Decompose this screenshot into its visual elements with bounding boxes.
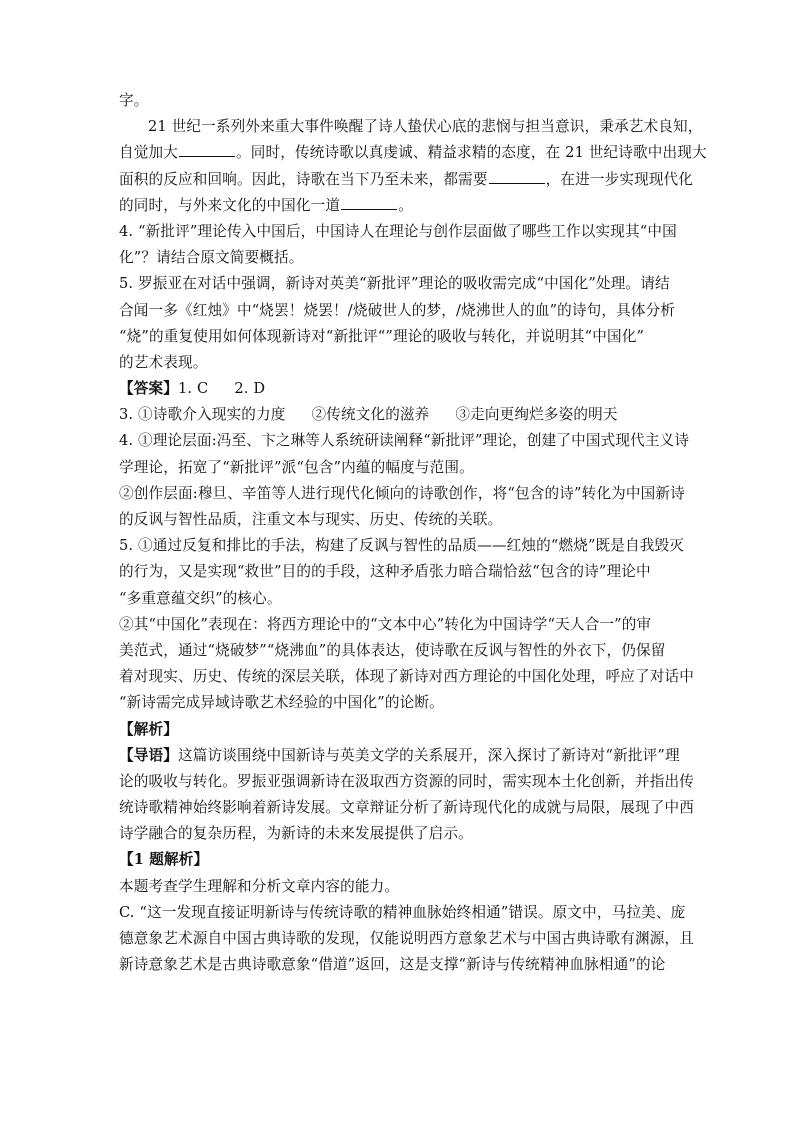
- text-line: 学理论，拓宽了“新批评”派“包含”内蕴的幅度与范围。: [119, 458, 474, 476]
- fill-in-blank: [341, 195, 397, 210]
- text-segment: 面积的反应和回响。因此，诗歌在当下乃至未来，都需要: [119, 170, 488, 188]
- text-line: 的反讽与智性品质，注重文本与现实、历史、传统的关联。: [119, 511, 503, 528]
- text-line: 新诗意象艺术是古典诗歌意象“借道”返回，这是支撑“新诗与传统精神血脉相通”的论: [119, 956, 666, 974]
- answer-2: 2. D: [234, 380, 266, 398]
- text-segment: 的同时，与外来文化的中国化一道: [119, 196, 341, 214]
- text-line: 5. 罗振亚在对话中强调，新诗对英美“新批评”理论的吸收需完成“中国化”处理。请结: [119, 275, 670, 293]
- text-line: 4. “新批评”理论传入中国后，中国诗人在理论与创作层面做了哪些工作以实现其“中国: [119, 222, 677, 240]
- text-line: [119, 140, 707, 166]
- text-line: ②其“中国化”表现在：将西方理论中的“文本中心”转化为中国诗学“天人合一”的审: [119, 615, 652, 633]
- text-line: 化”？请结合原文简要概括。: [119, 249, 304, 267]
- text-line: [119, 167, 694, 193]
- text-line: 论的吸收与转化。罗振亚强调新诗在汲取西方资源的同时，需实现本土化创新，并指出传: [119, 772, 695, 790]
- text-segment: 。同时，传统诗歌以真虔诚、精益求精的态度，在 21 世纪诗歌中出现大: [235, 144, 707, 162]
- text-line: 合闻一多《红烛》中“烧罢！烧罢！/烧破世人的梦，/烧沸世人的血”的诗句，具体分析: [119, 301, 676, 319]
- text-line: 诗学融合的复杂历程，为新诗的未来发展提供了启示。: [119, 825, 473, 843]
- answer-number: 3.: [119, 406, 139, 424]
- answer-point: ③走向更绚烂多姿的明天: [455, 406, 618, 424]
- fill-in-blank: [179, 142, 235, 157]
- text-line: 的行为，又是实现“救世”目的的手段，这种矛盾张力暗合瑞恰兹“包含的诗”理论中: [119, 563, 651, 581]
- text-segment: 自觉加大: [119, 144, 178, 162]
- section-heading: 【1 题解析】: [119, 851, 209, 869]
- answer-label: 【答案】: [119, 380, 178, 398]
- text-segment: ，在进一步实现现代化: [545, 170, 694, 188]
- text-line: [119, 743, 679, 769]
- text-line: 本题考查学生理解和分析文章内容的能力。: [119, 877, 400, 895]
- text-line: [119, 193, 679, 219]
- intro-text: 这篇访谈围绕中国新诗与英美文学的关系展开，深入探讨了新诗对“新批评”理: [177, 746, 680, 764]
- text-line: “新诗需完成异域诗歌艺术经验的中国化”的论断。: [119, 694, 444, 712]
- text-line: [119, 402, 679, 428]
- answer-1: 1. C: [177, 380, 209, 398]
- text-line: 字。: [119, 92, 149, 109]
- text-line: 21 世纪一系列外来重大事件唤醒了诗人蛰伏心底的悲悯与担当意识，秉承艺术良知，: [148, 118, 703, 136]
- text-line: “多重意蕴交织”的核心。: [119, 589, 282, 607]
- text-line: 美范式，通过“烧破梦”“烧沸血”的具体表达，使诗歌在反讽与智性的外衣下，仍保留: [119, 641, 666, 659]
- fill-in-blank: [489, 169, 545, 184]
- text-line: 5. ①通过反复和排比的手法，构建了反讽与智性的品质——红烛的“燃烧”既是自我毁灭: [119, 537, 685, 555]
- text-line: 德意象艺术源自中国古典诗歌的发现，仅能说明西方意象艺术与中国古典诗歌有渊源，且: [119, 930, 695, 947]
- text-line: 统诗歌精神始终影响着新诗发展。文章辩证分析了新诗现代化的成就与局限，展现了中西: [119, 799, 695, 817]
- text-line: ②创作层面:穆旦、辛笛等人进行现代化倾向的诗歌创作，将“包含的诗”转化为中国新诗: [119, 484, 685, 502]
- answer-point: ②传统文化的滋养: [311, 406, 430, 424]
- document-page: [119, 88, 707, 978]
- text-line: [119, 376, 679, 402]
- text-segment: 。: [398, 196, 413, 214]
- text-line: “烧”的重复使用如何体现新诗对“新批评“”理论的吸收与转化，并说明其“中国化”: [119, 327, 645, 345]
- text-line: C. “这一发现直接证明新诗与传统诗歌的精神血脉始终相通”错误。原文中，马拉美、庞: [119, 903, 686, 921]
- answer-point: ①诗歌介入现实的力度: [138, 406, 286, 424]
- text-line: 4. ①理论层面:冯至、卞之琳等人系统研读阐释“新批评”理论，创建了中国式现代主义诗: [119, 432, 690, 450]
- text-line: 的艺术表现。: [119, 353, 208, 371]
- text-line: 着对现实、历史、传统的深层关联，体现了新诗对西方理论的中国化处理，呼应了对话中: [119, 668, 695, 686]
- section-heading: 【解析】: [119, 720, 178, 738]
- intro-label: 【导语】: [119, 746, 178, 764]
